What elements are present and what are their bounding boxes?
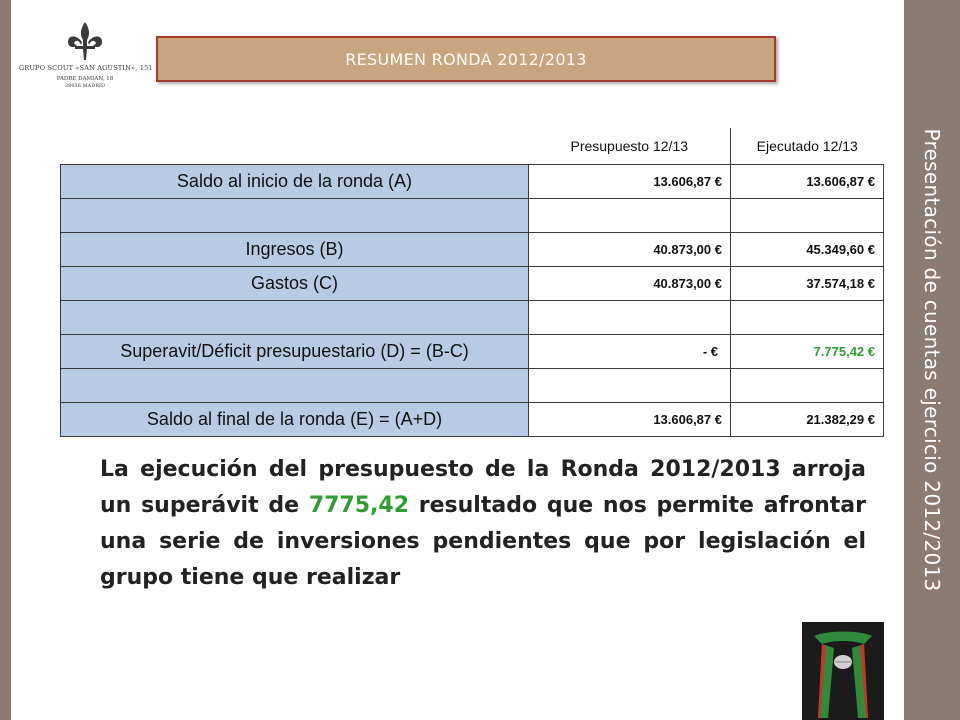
slide-title: RESUMEN RONDA 2012/2013 xyxy=(156,36,776,82)
side-vertical-title: Presentación de cuentas ejercicio 2012/2013 xyxy=(920,128,944,592)
table-row xyxy=(61,164,884,198)
presupuesto-value: - € xyxy=(529,334,731,368)
header-ejecutado: Ejecutado 12/13 xyxy=(731,128,884,164)
presupuesto-value xyxy=(529,300,731,334)
presupuesto-value: 13.606,87 € xyxy=(529,164,731,198)
ejecutado-value: 13.606,87 € xyxy=(731,164,884,198)
table-row-blank xyxy=(61,368,884,402)
summary-highlight: 7775,42 xyxy=(308,493,410,518)
budget-summary-table xyxy=(60,128,884,437)
table-row-blank xyxy=(61,300,884,334)
header-presupuesto: Presupuesto 12/13 xyxy=(529,128,731,164)
presupuesto-value: 40.873,00 € xyxy=(529,266,731,300)
table-row xyxy=(61,334,884,368)
ejecutado-value: 7.775,42 € xyxy=(731,334,884,368)
slide xyxy=(11,0,904,720)
row-label: Saldo al inicio de la ronda (A) xyxy=(61,164,529,198)
left-stripe xyxy=(0,0,11,720)
presupuesto-value xyxy=(529,368,731,402)
table-row xyxy=(61,402,884,436)
logo-address: PADRE DAMIAN, 18 xyxy=(56,76,114,82)
table-row-blank xyxy=(61,198,884,232)
row-label: Ingresos (B) xyxy=(61,232,529,266)
presupuesto-value xyxy=(529,198,731,232)
ejecutado-value: 21.382,29 € xyxy=(731,402,884,436)
ejecutado-value xyxy=(731,300,884,334)
summary-paragraph xyxy=(100,452,866,596)
logo-city: 28036 MADRID xyxy=(65,83,105,89)
header-empty xyxy=(61,128,529,164)
neckerchief-image xyxy=(802,622,884,720)
ejecutado-value xyxy=(731,198,884,232)
row-label xyxy=(61,368,529,402)
group-logo xyxy=(19,20,151,98)
row-label xyxy=(61,198,529,232)
ejecutado-value: 37.574,18 € xyxy=(731,266,884,300)
ejecutado-value xyxy=(731,368,884,402)
presupuesto-value: 40.873,00 € xyxy=(529,232,731,266)
summary-text-after: resultado que nos permite afrontar una serie de inversiones pendientes que por legislación el grupo tiene que realizar xyxy=(100,493,866,590)
ejecutado-value: 45.349,60 € xyxy=(731,232,884,266)
summary-text-before: La ejecución del presupuesto de la Ronda 2012/2013 arroja un superávit de xyxy=(100,457,866,518)
table-row xyxy=(61,266,884,300)
row-label: Saldo al final de la ronda (E) = (A+D) xyxy=(61,402,529,436)
row-label: Superavit/Déficit presupuestario (D) = (B-C) xyxy=(61,334,529,368)
logo-group-name: GRUPO SCOUT «SAN AGUSTIN», 151 xyxy=(19,64,153,72)
fleur-de-lis-icon xyxy=(63,20,107,64)
row-label: Gastos (C) xyxy=(61,266,529,300)
table-header-row xyxy=(61,128,884,164)
table-row xyxy=(61,232,884,266)
neckerchief-icon xyxy=(802,622,884,720)
row-label xyxy=(61,300,529,334)
presupuesto-value: 13.606,87 € xyxy=(529,402,731,436)
